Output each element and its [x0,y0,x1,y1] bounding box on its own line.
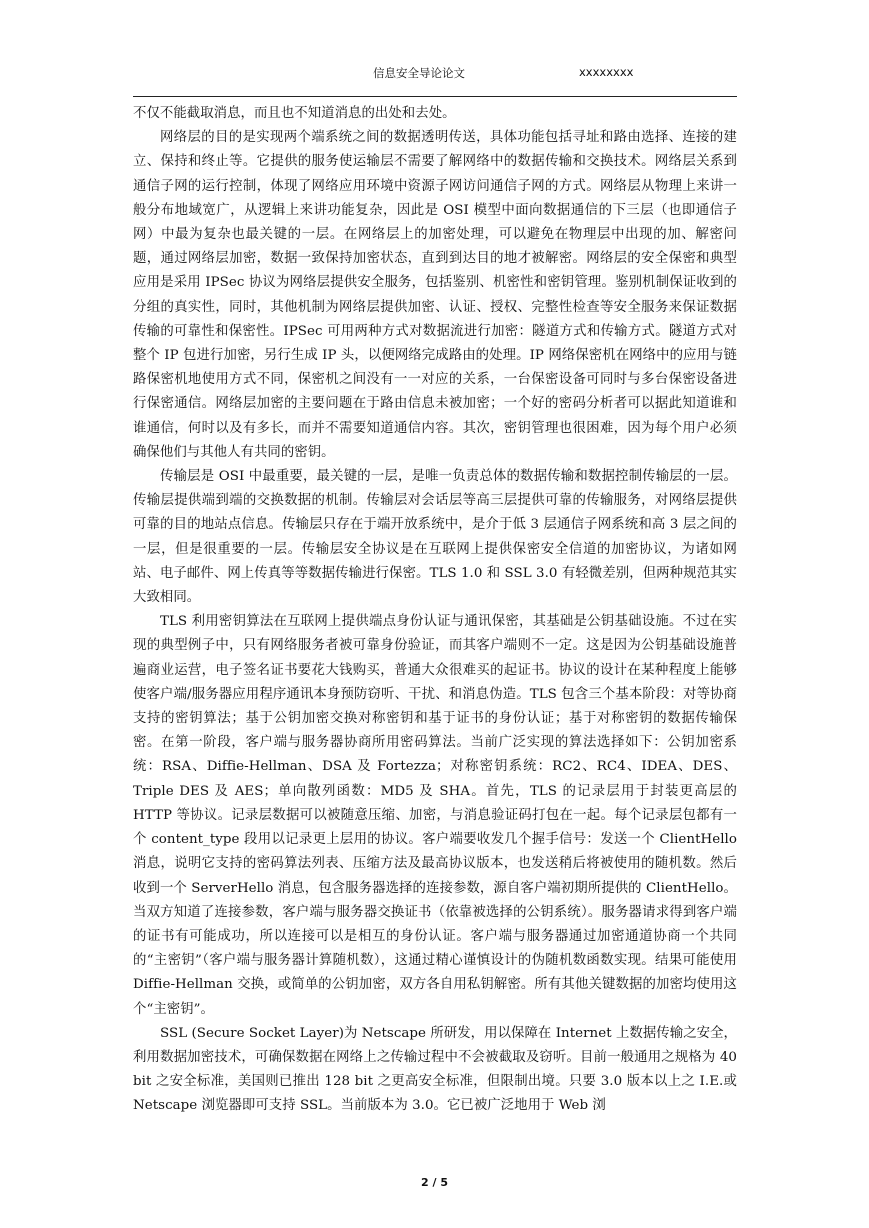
header-author: xxxxxxxx [579,65,634,79]
paragraph-tls: TLS 利用密钥算法在互联网上提供端点身份认证与通讯保密，其基础是公钥基础设施。不过在实现的典型例子中，只有网络服务者被可靠身份验证，而其客户端则不一定。这是因为公钥基础设施普遍商业运营，电子签名证书要花大钱购买，普通大众很难买的起证书。协议的设计在某种程度上能够使客户端/服务器应用程序通讯本身预防窃听、干扰、和消息伪造。TLS 包含三个基本阶段：对等协商支持的密钥算法；基于公钥加密交换对称密钥和基于证书的身份认证；基于对称密钥的数据传输保密。在第一阶段，客户端与服务器协商所用密码算法。当前广泛实现的算法选择如下：公钥加密系统：RSA、Diffie-Hellman、DSA 及 Fortezza；对称密钥系统：RC2、RC4、IDEA、DES、Triple DES 及 AES；单向散列函数：MD5 及 SHA。首先，TLS 的记录层用于封装更高层的 HTTP 等协议。记录层数据可以被随意压缩、加密，与消息验证码打包在一起。每个记录层包都有一个 content_type 段用以记录更上层用的协议。客户端要收发几个握手信号：发送一个 ClientHello 消息，说明它支持的密码算法列表、压缩方法及最高协议版本，也发送稍后将被使用的随机数。然后收到一个 ServerHello 消息，包含服务器选择的连接参数，源自客户端初期所提供的 ClientHello。当双方知道了连接参数，客户端与服务器交换证书（依靠被选择的公钥系统）。服务器请求得到客户端的证书有可能成功，所以连接可以是相互的身份认证。客户端与服务器通过加密通道协商一个共同的“主密钥”（客户端与服务器计算随机数），这通过精心谨慎设计的伪随机数函数实现。结果可能使用 Diffie-Hellman 交换，或简单的公钥加密，双方各自用私钥解密。所有其他关键数据的加密均使用这个“主密钥”。 [133,614,737,1017]
document-body [133,102,737,1119]
page-number: 2 / 5 [421,1176,448,1189]
paragraph-continuation: 不仅不能截取消息，而且也不知道消息的出处和去处。 [133,106,456,121]
header-title: 信息安全导论论文 [373,66,465,80]
paragraph-network-layer: 网络层的目的是实现两个端系统之间的数据透明传送，具体功能包括寻址和路由选择、连接的建立、保持和终止等。它提供的服务使运输层不需要了解网络中的数据传输和交换技术。网络层关系到通信子网的运行控制，体现了网络应用环境中资源子网访问通信子网的方式。网络层从物理上来讲一般分布地域宽广，从逻辑上来讲功能复杂，因此是 OSI 模型中面向数据通信的下三层（也即通信子网）中最为复杂也最关键的一层。在网络层上的加密处理，可以避免在物理层中出现的加、解密问题，通过网络层加密，数据一致保持加密状态，直到到达目的地才被解密。网络层的安全保密和典型应用是采用 IPSec 协议为网络层提供安全服务，包括鉴别、机密性和密钥管理。鉴别机制保证收到的分组的真实性，同时，其他机制为网络层提供加密、认证、授权、完整性检查等安全服务来保证数据传输的可靠性和保密性。IPSec 可用两种方式对数据流进行加密：隧道方式和传输方式。隧道方式对整个 IP 包进行加密，另行生成 IP 头，以便网络完成路由的处理。IP 网络保密机在网络中的应用与链路保密机地使用方式不同，保密机之间没有一一对应的关系，一台保密设备可同时与多台保密设备进行保密通信。网络层加密的主要问题在于路由信息未被加密；一个好的密码分析者可以据此知道谁和谁通信，何时以及有多长，而并不需要知道通信内容。其次，密钥管理也很困难，因为每个用户必须确保他们与其他人有共同的密钥。 [133,130,737,460]
paragraph-ssl: SSL (Secure Socket Layer)为 Netscape 所研发，用以保障在 Internet 上数据传输之安全，利用数据加密技术，可确保数据在网络上之传输过程中不会被截取及窃听。目前一般通用之规格为 40 bit 之安全标准，美国则已推出 128 bit 之更高安全标准，但限制出境。只要 3.0 版本以上之 I.E.或 Netscape 浏览器即可支持 SSL。当前版本为 3.0。它已被广泛地用于 Web 浏 [133,1025,737,1114]
page-header [133,62,737,97]
paragraph-transport-layer: 传输层是 OSI 中最重要，最关键的一层，是唯一负责总体的数据传输和数据控制传输层的一层。传输层提供端到端的交换数据的机制。传输层对会话层等高三层提供可靠的传输服务，对网络层提供可靠的目的地站点信息。传输层只存在于端开放系统中，是介于低 3 层通信子网系统和高 3 层之间的一层，但是很重要的一层。传输层安全协议是在互联网上提供保密安全信道的加密协议，为诸如网站、电子邮件、网上传真等等数据传输进行保密。TLS 1.0 和 SSL 3.0 有轻微差别，但两种规范其实大致相同。 [133,469,737,606]
